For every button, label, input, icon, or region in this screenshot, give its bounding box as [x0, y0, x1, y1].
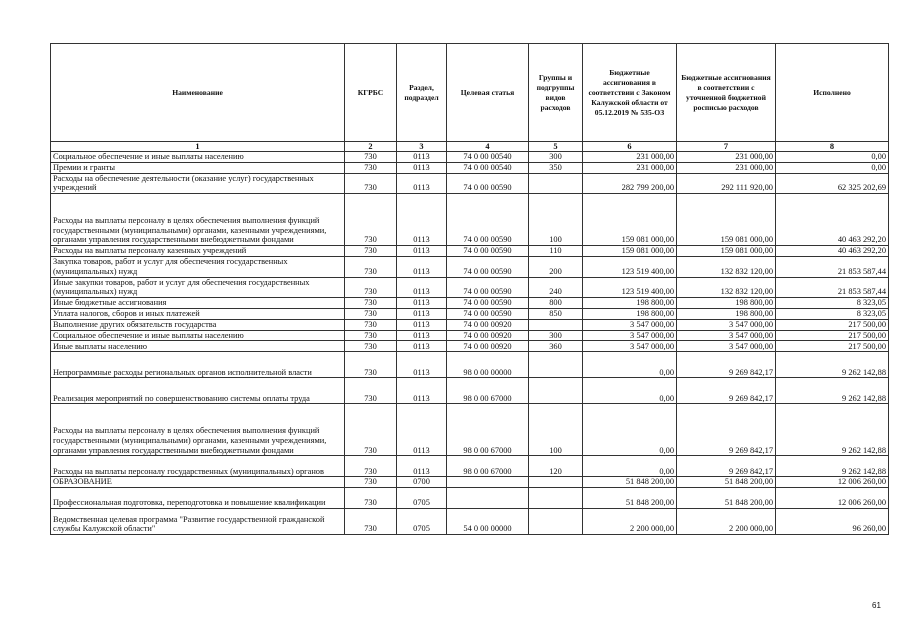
- cell-target-article: 74 0 00 00920: [447, 341, 529, 352]
- cell-name: Расходы на выплаты персоналу государственных (муниципальных) органов: [51, 456, 345, 477]
- cell-executed: 8 323,05: [776, 308, 889, 319]
- cell-section: 0113: [397, 162, 447, 173]
- cell-expense-group: 300: [529, 152, 583, 163]
- header-row: [51, 44, 889, 142]
- cell-law-allocation: 159 081 000,00: [583, 246, 677, 257]
- cell-refined-allocation: 9 269 842,17: [677, 352, 776, 378]
- column-number: 8: [776, 142, 889, 152]
- cell-expense-group: 200: [529, 256, 583, 277]
- cell-expense-group: 850: [529, 308, 583, 319]
- cell-target-article: [447, 488, 529, 509]
- cell-refined-allocation: 3 547 000,00: [677, 330, 776, 341]
- header-expense-group: Группы и подгруппы видов расходов: [529, 44, 583, 142]
- cell-target-article: 74 0 00 00590: [447, 194, 529, 246]
- cell-name: Иные бюджетные ассигнования: [51, 298, 345, 309]
- table-row: [51, 162, 889, 173]
- table-body: [51, 152, 889, 535]
- cell-executed: 9 262 142,88: [776, 378, 889, 404]
- table-row: [51, 194, 889, 246]
- cell-expense-group: [529, 352, 583, 378]
- cell-target-article: 74 0 00 00590: [447, 277, 529, 298]
- cell-name: Иные выплаты населению: [51, 341, 345, 352]
- cell-expense-group: 300: [529, 330, 583, 341]
- cell-law-allocation: 3 547 000,00: [583, 341, 677, 352]
- table-row: [51, 152, 889, 163]
- cell-name: Премии и гранты: [51, 162, 345, 173]
- cell-section: 0113: [397, 352, 447, 378]
- cell-expense-group: [529, 477, 583, 488]
- header-law-allocation: Бюджетные ассигнования в соответствии с Законом Калужской области от 05.12.2019 № 535-ОЗ: [583, 44, 677, 142]
- cell-kgrbs: 730: [345, 246, 397, 257]
- cell-executed: 0,00: [776, 152, 889, 163]
- cell-refined-allocation: 198 800,00: [677, 298, 776, 309]
- column-number: 5: [529, 142, 583, 152]
- cell-law-allocation: 2 200 000,00: [583, 509, 677, 535]
- cell-refined-allocation: 9 269 842,17: [677, 404, 776, 456]
- cell-expense-group: 100: [529, 194, 583, 246]
- cell-refined-allocation: 3 547 000,00: [677, 319, 776, 330]
- cell-expense-group: 100: [529, 404, 583, 456]
- cell-expense-group: 360: [529, 341, 583, 352]
- table-row: [51, 488, 889, 509]
- cell-section: 0113: [397, 256, 447, 277]
- cell-target-article: 74 0 00 00540: [447, 152, 529, 163]
- cell-section: 0113: [397, 246, 447, 257]
- cell-expense-group: [529, 509, 583, 535]
- column-number: 6: [583, 142, 677, 152]
- column-number: 1: [51, 142, 345, 152]
- cell-section: 0705: [397, 509, 447, 535]
- header-target-article: Целевая статья: [447, 44, 529, 142]
- cell-name: Выполнение других обязательств государства: [51, 319, 345, 330]
- cell-law-allocation: 51 848 200,00: [583, 477, 677, 488]
- cell-target-article: [447, 477, 529, 488]
- cell-kgrbs: 730: [345, 298, 397, 309]
- cell-target-article: 98 0 00 67000: [447, 378, 529, 404]
- cell-law-allocation: 0,00: [583, 378, 677, 404]
- cell-law-allocation: 0,00: [583, 456, 677, 477]
- cell-law-allocation: 159 081 000,00: [583, 194, 677, 246]
- cell-law-allocation: 3 547 000,00: [583, 330, 677, 341]
- cell-refined-allocation: 198 800,00: [677, 308, 776, 319]
- cell-refined-allocation: 51 848 200,00: [677, 488, 776, 509]
- cell-executed: 96 260,00: [776, 509, 889, 535]
- cell-section: 0113: [397, 308, 447, 319]
- cell-refined-allocation: 231 000,00: [677, 162, 776, 173]
- table-row: [51, 256, 889, 277]
- cell-executed: 217 500,00: [776, 319, 889, 330]
- cell-refined-allocation: 9 269 842,17: [677, 378, 776, 404]
- cell-section: 0700: [397, 477, 447, 488]
- cell-section: 0113: [397, 173, 447, 194]
- cell-name: Ведомственная целевая программа "Развитие государственной гражданской службы Калужской области": [51, 509, 345, 535]
- cell-law-allocation: 51 848 200,00: [583, 488, 677, 509]
- table-row: [51, 378, 889, 404]
- column-number: 7: [677, 142, 776, 152]
- cell-refined-allocation: 132 832 120,00: [677, 277, 776, 298]
- cell-section: 0113: [397, 404, 447, 456]
- page-number: 61: [872, 601, 881, 610]
- cell-kgrbs: 730: [345, 194, 397, 246]
- cell-name: Иные закупки товаров, работ и услуг для обеспечения государственных (муниципальных) нужд: [51, 277, 345, 298]
- cell-expense-group: [529, 319, 583, 330]
- cell-law-allocation: 198 800,00: [583, 308, 677, 319]
- cell-section: 0113: [397, 152, 447, 163]
- cell-target-article: 74 0 00 00920: [447, 330, 529, 341]
- header-executed: Исполнено: [776, 44, 889, 142]
- cell-name: Социальное обеспечение и иные выплаты населению: [51, 330, 345, 341]
- cell-kgrbs: 730: [345, 308, 397, 319]
- cell-name: Закупка товаров, работ и услуг для обеспечения государственных (муниципальных) нужд: [51, 256, 345, 277]
- cell-executed: 12 006 260,00: [776, 477, 889, 488]
- cell-kgrbs: 730: [345, 509, 397, 535]
- cell-expense-group: 800: [529, 298, 583, 309]
- cell-section: 0113: [397, 298, 447, 309]
- cell-executed: 217 500,00: [776, 341, 889, 352]
- cell-kgrbs: 730: [345, 173, 397, 194]
- cell-executed: 40 463 292,20: [776, 246, 889, 257]
- cell-expense-group: 240: [529, 277, 583, 298]
- cell-executed: 0,00: [776, 162, 889, 173]
- cell-name: Профессиональная подготовка, переподготовка и повышение квалификации: [51, 488, 345, 509]
- header-refined-allocation: Бюджетные ассигнования в соответствии с уточненной бюджетной росписью расходов: [677, 44, 776, 142]
- cell-kgrbs: 730: [345, 277, 397, 298]
- cell-kgrbs: 730: [345, 477, 397, 488]
- cell-kgrbs: 730: [345, 256, 397, 277]
- cell-executed: 9 262 142,88: [776, 352, 889, 378]
- column-number: 2: [345, 142, 397, 152]
- cell-executed: 9 262 142,88: [776, 404, 889, 456]
- cell-expense-group: [529, 488, 583, 509]
- cell-name: Непрограммные расходы региональных органов исполнительной власти: [51, 352, 345, 378]
- cell-section: 0113: [397, 330, 447, 341]
- table-row: [51, 173, 889, 194]
- cell-law-allocation: 282 799 200,00: [583, 173, 677, 194]
- budget-table: [50, 43, 889, 535]
- cell-target-article: 74 0 00 00590: [447, 246, 529, 257]
- cell-section: 0705: [397, 488, 447, 509]
- cell-kgrbs: 730: [345, 330, 397, 341]
- cell-target-article: 74 0 00 00540: [447, 162, 529, 173]
- header-name: Наименование: [51, 44, 345, 142]
- cell-name: Уплата налогов, сборов и иных платежей: [51, 308, 345, 319]
- table-row: [51, 277, 889, 298]
- cell-kgrbs: 730: [345, 488, 397, 509]
- cell-executed: 62 325 202,69: [776, 173, 889, 194]
- cell-target-article: 74 0 00 00590: [447, 173, 529, 194]
- cell-refined-allocation: 3 547 000,00: [677, 341, 776, 352]
- table-row: [51, 456, 889, 477]
- cell-name: Реализация мероприятий по совершенствованию системы оплаты труда: [51, 378, 345, 404]
- cell-target-article: 98 0 00 00000: [447, 352, 529, 378]
- table-row: [51, 509, 889, 535]
- cell-kgrbs: 730: [345, 404, 397, 456]
- table-row: [51, 477, 889, 488]
- cell-kgrbs: 730: [345, 341, 397, 352]
- cell-kgrbs: 730: [345, 162, 397, 173]
- column-number: 3: [397, 142, 447, 152]
- cell-section: 0113: [397, 194, 447, 246]
- cell-refined-allocation: 51 848 200,00: [677, 477, 776, 488]
- cell-expense-group: [529, 173, 583, 194]
- table-row: [51, 246, 889, 257]
- cell-executed: 21 853 587,44: [776, 277, 889, 298]
- header-kgrbs: КГРБС: [345, 44, 397, 142]
- cell-executed: 9 262 142,88: [776, 456, 889, 477]
- cell-section: 0113: [397, 456, 447, 477]
- cell-name: Расходы на выплаты персоналу казенных учреждений: [51, 246, 345, 257]
- cell-target-article: 74 0 00 00590: [447, 298, 529, 309]
- cell-kgrbs: 730: [345, 319, 397, 330]
- cell-refined-allocation: 292 111 920,00: [677, 173, 776, 194]
- cell-expense-group: 110: [529, 246, 583, 257]
- cell-target-article: 74 0 00 00590: [447, 308, 529, 319]
- cell-executed: 217 500,00: [776, 330, 889, 341]
- cell-kgrbs: 730: [345, 456, 397, 477]
- cell-section: 0113: [397, 319, 447, 330]
- cell-refined-allocation: 132 832 120,00: [677, 256, 776, 277]
- cell-law-allocation: 0,00: [583, 404, 677, 456]
- cell-name: Расходы на выплаты персоналу в целях обеспечения выполнения функций государственными (муниципальными) органами, казенными учреждениями, органами управления государственными внебюджетными фондами: [51, 404, 345, 456]
- cell-target-article: 74 0 00 00590: [447, 256, 529, 277]
- cell-name: ОБРАЗОВАНИЕ: [51, 477, 345, 488]
- cell-law-allocation: 3 547 000,00: [583, 319, 677, 330]
- column-number: 4: [447, 142, 529, 152]
- table-row: [51, 319, 889, 330]
- cell-executed: 12 006 260,00: [776, 488, 889, 509]
- cell-refined-allocation: 2 200 000,00: [677, 509, 776, 535]
- cell-law-allocation: 123 519 400,00: [583, 277, 677, 298]
- table-row: [51, 352, 889, 378]
- cell-target-article: 98 0 00 67000: [447, 404, 529, 456]
- cell-refined-allocation: 9 269 842,17: [677, 456, 776, 477]
- cell-target-article: 54 0 00 00000: [447, 509, 529, 535]
- table-row: [51, 341, 889, 352]
- cell-law-allocation: 231 000,00: [583, 152, 677, 163]
- cell-executed: 40 463 292,20: [776, 194, 889, 246]
- cell-law-allocation: 0,00: [583, 352, 677, 378]
- cell-kgrbs: 730: [345, 352, 397, 378]
- table-row: [51, 308, 889, 319]
- cell-section: 0113: [397, 277, 447, 298]
- cell-kgrbs: 730: [345, 378, 397, 404]
- cell-law-allocation: 123 519 400,00: [583, 256, 677, 277]
- cell-section: 0113: [397, 341, 447, 352]
- cell-refined-allocation: 159 081 000,00: [677, 194, 776, 246]
- cell-kgrbs: 730: [345, 152, 397, 163]
- cell-target-article: 98 0 00 67000: [447, 456, 529, 477]
- cell-name: Социальное обеспечение и иные выплаты населению: [51, 152, 345, 163]
- cell-refined-allocation: 159 081 000,00: [677, 246, 776, 257]
- cell-section: 0113: [397, 378, 447, 404]
- cell-law-allocation: 231 000,00: [583, 162, 677, 173]
- cell-executed: 8 323,05: [776, 298, 889, 309]
- cell-expense-group: 350: [529, 162, 583, 173]
- cell-expense-group: 120: [529, 456, 583, 477]
- header-section: Раздел, подраздел: [397, 44, 447, 142]
- table-row: [51, 298, 889, 309]
- cell-name: Расходы на выплаты персоналу в целях обеспечения выполнения функций государственными (муниципальными) органами, казенными учреждениями, органами управления государственными внебюджетными фондами: [51, 194, 345, 246]
- table-row: [51, 404, 889, 456]
- cell-target-article: 74 0 00 00920: [447, 319, 529, 330]
- column-number-row: [51, 142, 889, 152]
- cell-executed: 21 853 587,44: [776, 256, 889, 277]
- cell-name: Расходы на обеспечение деятельности (оказание услуг) государственных учреждений: [51, 173, 345, 194]
- cell-expense-group: [529, 378, 583, 404]
- cell-refined-allocation: 231 000,00: [677, 152, 776, 163]
- table-row: [51, 330, 889, 341]
- cell-law-allocation: 198 800,00: [583, 298, 677, 309]
